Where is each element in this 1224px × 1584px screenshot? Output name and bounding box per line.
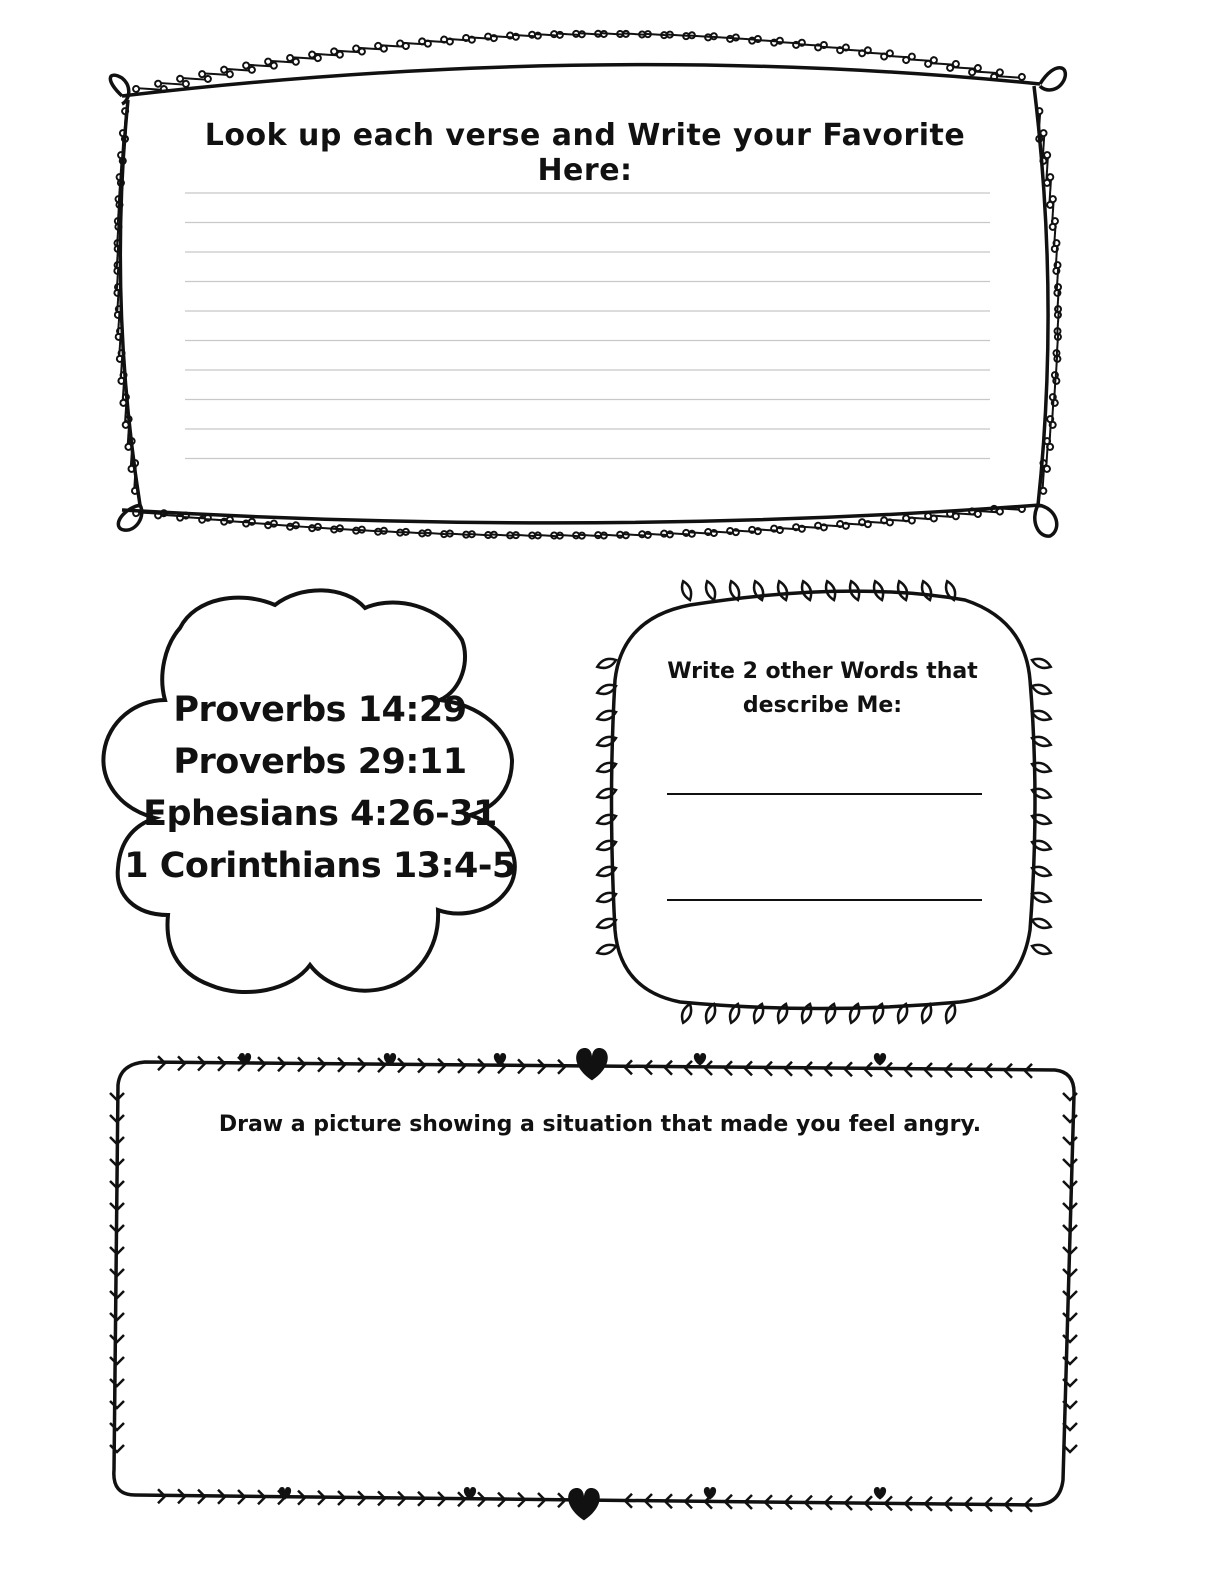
- small-heart-icon: [874, 1487, 886, 1500]
- wreath-leaf: [596, 656, 618, 670]
- arrow-mark: [1063, 1313, 1077, 1320]
- vine-sprig: [770, 27, 806, 59]
- vine-sprig: [102, 283, 134, 319]
- vine-sprig: [946, 498, 982, 530]
- describe-word-line-1[interactable]: [667, 760, 982, 795]
- vine-sprig: [176, 502, 212, 534]
- vine-sprig: [462, 22, 498, 54]
- vine-sprig: [103, 305, 135, 341]
- ruled-lines: [185, 185, 990, 465]
- wreath-leaf: [775, 1003, 789, 1025]
- vine-sprig: [924, 500, 960, 532]
- vine-sprig: [242, 49, 278, 81]
- arrow-mark: [1063, 1335, 1077, 1342]
- wreath-leaf: [596, 786, 618, 800]
- vine-sprig: [154, 499, 190, 531]
- vine-sprig: [880, 40, 916, 72]
- wreath-leaf: [1031, 942, 1053, 956]
- favorite-verse-title: Look up each verse and Write your Favorite Here:: [204, 118, 966, 188]
- describe-word-line-2[interactable]: [667, 866, 982, 901]
- vine-sprig: [330, 35, 366, 67]
- vine-sprig: [814, 510, 850, 542]
- vine-sprig: [242, 507, 278, 539]
- wreath-leaf: [679, 580, 693, 602]
- vine-sprig: [836, 508, 872, 540]
- wreath-leaf: [847, 1003, 861, 1025]
- arrow-mark: [1063, 1159, 1077, 1166]
- arrow-mark: [110, 1423, 124, 1430]
- wreath-leaves: [596, 580, 1052, 1024]
- describe-words-title: [650, 655, 995, 723]
- vine-sprig: [154, 68, 190, 100]
- vine-sprig: [814, 31, 850, 63]
- vine-sprig: [308, 38, 344, 70]
- arrow-mark: [110, 1379, 124, 1386]
- vine-sprig: [506, 19, 542, 51]
- vine-sprig: [440, 23, 476, 55]
- vine-sprig: [1037, 195, 1069, 231]
- vine-sprig: [990, 61, 1026, 93]
- verse-reference: Ephesians 4:26-31: [143, 794, 497, 834]
- favorite-verse-writing-area[interactable]: [185, 185, 990, 465]
- vine-sprig: [104, 327, 136, 363]
- vine-sprig: [286, 42, 322, 74]
- arrow-mark: [110, 1401, 124, 1408]
- describe-words-title-line1: Write 2 other Words that: [667, 659, 978, 684]
- vine-sprig: [374, 30, 410, 62]
- wreath-leaf: [596, 760, 618, 774]
- wreath-leaf: [895, 580, 909, 602]
- vine-sprig: [792, 29, 828, 61]
- verse-reference: 1 Corinthians 13:4-5: [124, 846, 516, 886]
- top-heart-icon: [576, 1048, 608, 1080]
- wreath-leaf: [919, 580, 933, 602]
- vine-sprig: [1027, 129, 1059, 165]
- vine-sprig: [198, 504, 234, 536]
- wreath-leaf: [679, 1003, 693, 1025]
- vine-sprig: [352, 32, 388, 64]
- wreath-leaf: [703, 580, 717, 602]
- vine-sprig: [396, 27, 432, 59]
- vine-sprig: [1031, 151, 1063, 187]
- bottom-heart-icon: [568, 1488, 600, 1520]
- vine-sprig: [968, 56, 1004, 88]
- vine-sprig: [1034, 415, 1066, 451]
- wreath-leaf: [1031, 682, 1053, 696]
- wreath-leaf: [1031, 890, 1053, 904]
- wreath-leaf: [799, 580, 813, 602]
- vine-sprig: [748, 25, 784, 57]
- arrow-mark: [110, 1357, 124, 1364]
- wreath-leaf: [1031, 916, 1053, 930]
- describe-words-title-line2: describe Me:: [742, 693, 903, 718]
- vine-sprig: [858, 37, 894, 69]
- vine-sprig: [418, 25, 454, 57]
- vine-sprig: [264, 46, 300, 78]
- vine-sprig: [1039, 217, 1071, 253]
- vine-sprig: [858, 506, 894, 538]
- wreath-leaf: [775, 580, 789, 602]
- vine-sprig: [105, 349, 137, 385]
- vine-sprig: [1037, 393, 1069, 429]
- vine-sprig: [1031, 437, 1063, 473]
- vine-sprig: [836, 34, 872, 66]
- wreath-leaf: [823, 1003, 837, 1025]
- wreath-frame: [612, 591, 1036, 1008]
- arrow-mark: [110, 1445, 124, 1452]
- verse-reference: Proverbs 29:11: [173, 742, 467, 782]
- wreath-leaf: [596, 812, 618, 826]
- cloud-shape: [103, 590, 514, 992]
- vine-sprig: [220, 506, 256, 538]
- wreath-leaf: [596, 838, 618, 852]
- small-heart-icon: [704, 1487, 716, 1500]
- drawing-area[interactable]: [140, 1160, 1050, 1480]
- arrow-mark: [1063, 1137, 1077, 1144]
- vine-sprig: [880, 504, 916, 536]
- verse-reference: Proverbs 14:29: [173, 690, 467, 730]
- drawing-prompt: Draw a picture showing a situation that made you feel angry.: [218, 1112, 982, 1137]
- vine-sprig: [528, 19, 564, 51]
- vine-sprig: [1034, 173, 1066, 209]
- wreath-leaf: [799, 1003, 813, 1025]
- vine-sprig: [484, 21, 520, 53]
- wreath-leaf: [943, 1003, 957, 1025]
- small-heart-icon: [874, 1053, 886, 1066]
- small-heart-icon: [694, 1053, 706, 1066]
- vine-sprig: [902, 502, 938, 534]
- wreath-leaf: [596, 734, 618, 748]
- vine-sprig: [968, 495, 1004, 527]
- vine-sprig: [132, 73, 168, 105]
- wreath-leaf: [596, 942, 618, 956]
- wreath-leaf: [1031, 656, 1053, 670]
